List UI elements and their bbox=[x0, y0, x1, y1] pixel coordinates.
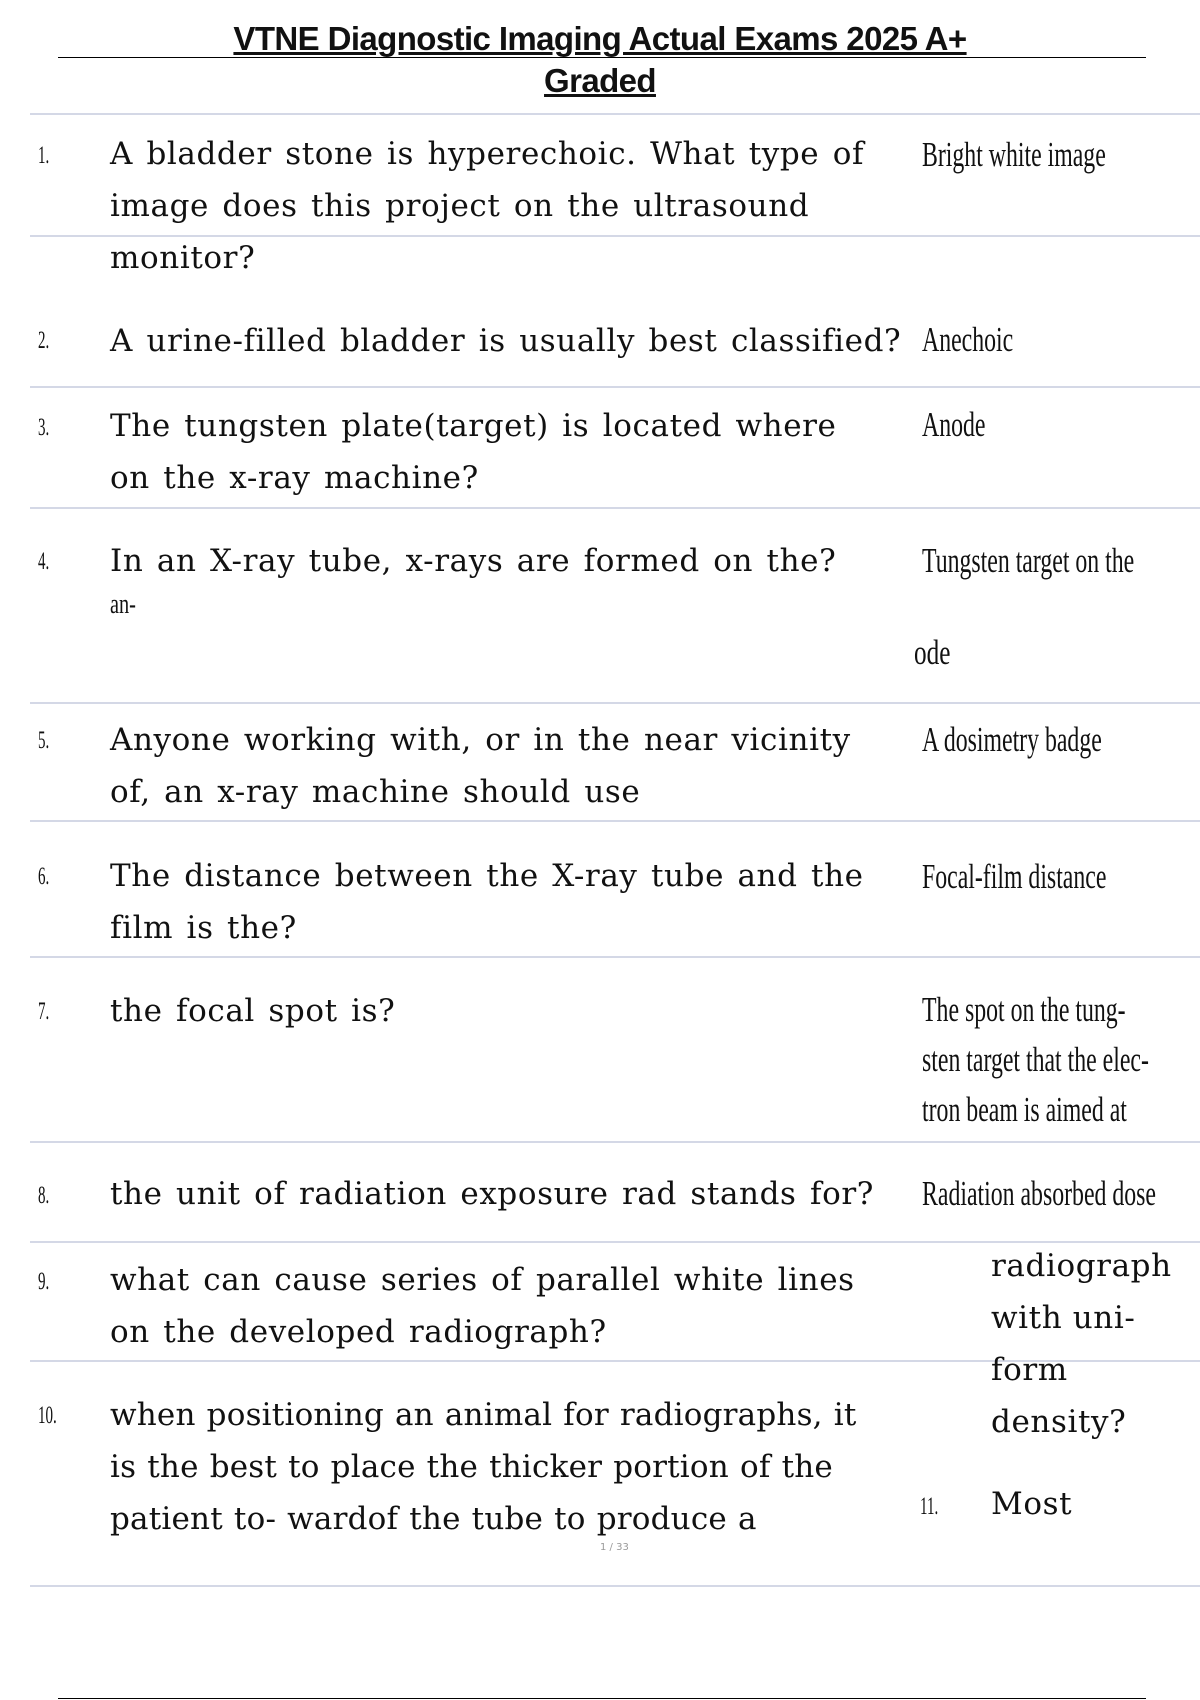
question-text: Anyone working with, or in the near vicinity of, an x-ray machine should use bbox=[110, 722, 851, 810]
answer-text: Anode bbox=[922, 405, 986, 444]
document-title bbox=[0, 18, 1200, 102]
row-divider bbox=[30, 1585, 1200, 1587]
question-text: In an X-ray tube, x-rays are formed on the? bbox=[110, 543, 837, 579]
question-text: when positioning an animal for radiographs, it is the best to place the thicker portion of the patient to- wardof the tube to produce a bbox=[110, 1397, 857, 1537]
row-divider bbox=[30, 1141, 1200, 1143]
question-text: A bladder stone is hyperechoic. What type of image does this project on the ultrasound monitor? bbox=[110, 136, 865, 276]
title-divider bbox=[58, 57, 1146, 58]
answer-fragment: ode bbox=[914, 633, 951, 672]
title-line-1: VTNE Diagnostic Imaging Actual Exams 2025 A+ bbox=[233, 20, 967, 57]
question-text: the focal spot is? bbox=[110, 993, 396, 1029]
question-text: The tungsten plate(target) is located where on the x-ray machine? bbox=[110, 408, 837, 496]
item-number: 7. bbox=[38, 998, 50, 1025]
item-number: 11. bbox=[920, 1493, 939, 1520]
row-divider bbox=[30, 956, 1200, 958]
question-text: The distance between the X-ray tube and the film is the? bbox=[110, 858, 864, 946]
answer-text: Anechoic bbox=[922, 320, 1014, 359]
item-number: 3. bbox=[38, 414, 50, 441]
item-number: 9. bbox=[38, 1268, 50, 1295]
answer-text: Bright white image bbox=[922, 135, 1106, 174]
title-line-2: Graded bbox=[544, 62, 656, 99]
answer-text: A dosimetry badge bbox=[922, 720, 1102, 759]
answer-text: Radiation absorbed dose bbox=[922, 1174, 1156, 1213]
row-divider bbox=[30, 702, 1200, 704]
item-number: 6. bbox=[38, 863, 50, 890]
item-number: 8. bbox=[38, 1182, 50, 1209]
row-divider bbox=[30, 507, 1200, 509]
question-text: Most bbox=[991, 1486, 1073, 1522]
page-indicator: 1 / 33 bbox=[600, 1542, 629, 1553]
question-fragment: an- bbox=[110, 588, 136, 620]
answer-text: Tungsten target on the bbox=[922, 541, 1135, 580]
row-divider bbox=[30, 820, 1200, 822]
item-number: 10. bbox=[38, 1402, 57, 1429]
question-text: A urine-filled bladder is usually best classified? bbox=[110, 323, 902, 359]
answer-text: The spot on the tung- sten target that the elec- tron beam is aimed at bbox=[922, 990, 1149, 1129]
footer-divider bbox=[58, 1698, 1146, 1699]
question-text: what can cause series of parallel white lines on the developed radiograph? bbox=[110, 1262, 855, 1350]
question-text: the unit of radiation exposure rad stands for? bbox=[110, 1176, 874, 1212]
item-number: 2. bbox=[38, 327, 50, 354]
answer-text: Focal-film distance bbox=[922, 857, 1107, 896]
item-number: 5. bbox=[38, 727, 50, 754]
item-number: 4. bbox=[38, 548, 50, 575]
row-divider bbox=[30, 113, 1200, 115]
side-answer-text: radiograph with uni- form density? bbox=[991, 1248, 1172, 1440]
row-divider bbox=[30, 386, 1200, 388]
item-number: 1. bbox=[38, 142, 50, 169]
